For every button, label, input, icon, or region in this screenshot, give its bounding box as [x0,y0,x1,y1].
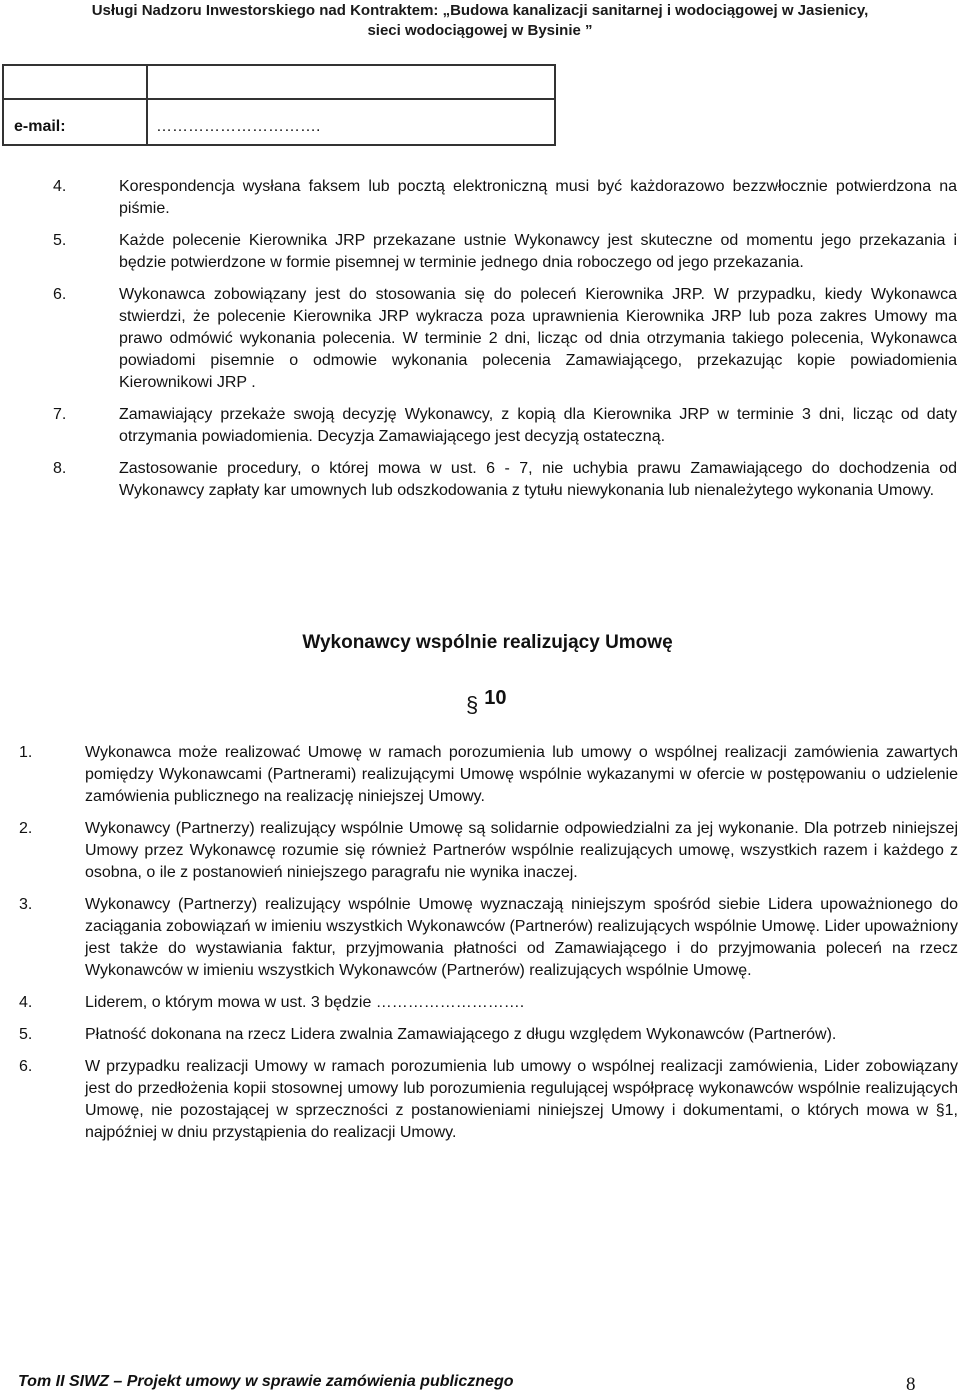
contact-row-blank [3,65,555,99]
section-a-list [53,176,957,502]
item-number: 4. [19,994,33,1011]
list-item [53,458,957,502]
paragraph-symbol: § [466,692,479,717]
list-item [53,230,957,274]
item-number: 5. [53,232,67,249]
item-text: Zamawiający przekaże swoją decyzję Wykonawcy, z kopią dla Kierownika JRP w terminie 3 dni, licząc od daty otrzymania powiadomienia. Decyzja Zamawiającego jest decyzją ostateczną. [119,406,957,445]
list-item [53,404,957,448]
item-text: Zastosowanie procedury, o której mowa w ust. 6 - 7, nie uchybia prawu Zamawiającego do dochodzenia od Wykonawcy zapłaty kar umownych lub odszkodowania z tytułu niewykonania lub nienależytego wykonania Umowy. [119,460,957,499]
item-text: Płatność dokonana na rzecz Lidera zwalnia Zamawiającego z długu względem Wykonawców (Partnerów). [85,1026,837,1043]
item-number: 6. [19,1058,33,1075]
list-item [19,1056,958,1144]
contact-row-email [3,99,555,145]
header-line-1: Usługi Nadzoru Inwestorskiego nad Kontraktem: „Budowa kanalizacji sanitarnej i wodociągowej w Jasienicy, [91,2,869,19]
list-item [19,818,958,884]
item-text: Liderem, o którym mowa w ust. 3 będzie ………………………. [85,994,525,1011]
contact-blank-value-cell [147,65,555,99]
item-number: 3. [19,896,33,913]
item-text: W przypadku realizacji Umowy w ramach porozumienia lub umowy o wspólnej realizacji zamówienia, Lider zobowiązany jest do przedłożenia kopii stosownej umowy lub porozumienia regulującej współpracę wykonawców wspólnie realizujących Umowę, nie pozostającej w sprzeczności z postanowieniami niniejszej Umowy i dokumentami, o których mowa w §1, najpóźniej w dniu przystąpienia do realizacji Umowy. [85,1058,958,1141]
list-item [19,1024,958,1046]
list-item [53,284,957,394]
contact-table [2,64,556,146]
item-text: Wykonawcy (Partnerzy) realizujący wspólnie Umowę wyznaczają niniejszym spośród siebie Lidera upoważnionego do zaciągania zobowiązań w imieniu wszystkich Wykonawców (Partnerów) realizujących wspólnie Umowę. Lider upoważniony jest także do wystawiania faktur, przyjmowania płatności od Zamawiającego i do przyjmowania poleceń na rzecz Wykonawców w imieniu wszystkich Wykonawców (Partnerów) realizujących wspólnie Umowę. [85,896,958,979]
list-item [19,894,958,982]
item-text: Każde polecenie Kierownika JRP przekazane ustnie Wykonawcy jest skuteczne od momentu jego przekazania i będzie potwierdzone w formie pisemnej w terminie jednego dnia roboczego od jego przekazania. [119,232,957,271]
email-label: e-mail: [3,99,147,145]
item-text: Wykonawcy (Partnerzy) realizujący wspólnie Umowę są solidarnie odpowiedzialni za jej wykonanie. Dla potrzeb niniejszej Umowy przez Wykonawcę rozumie się również Partnerów wspólnie realizujących umowę, wszystkich razem i każdego z osobna, o ile z postanowień niniejszego paragrafu nie wynika inaczej. [85,820,958,881]
list-item [19,992,958,1014]
item-text: Wykonawca może realizować Umowę w ramach porozumienia lub umowy o wspólnej realizacji zamówienia zawartych pomiędzy Wykonawcami (Partnerami) realizującymi Umowę wspólnie wykazanymi w ofercie w postępowaniu o udzielenie zamówienia publicznego na realizację niniejszej Umowy. [85,744,958,805]
footer-text: Tom II SIWZ – Projekt umowy w sprawie zamówienia publicznego [18,1373,514,1390]
item-number: 1. [19,744,33,761]
item-number: 6. [53,286,67,303]
item-number: 2. [19,820,33,837]
section-b-list [19,742,958,1144]
document-header [0,1,960,41]
item-text: Wykonawca zobowiązany jest do stosowania się do poleceń Kierownika JRP. W przypadku, kiedy Wykonawca stwierdzi, że polecenie Kierownika JRP wykracza poza uprawnienia Kierownika JRP lub poza zakres Umowy ma prawo odmówić wykonania polecenia. W terminie 2 dni, licząc od dnia otrzymania takiego polecenia, Wykonawca powiadomi pisemnie o odmowie wykonania polecenia Zamawiającego, przekazując kopie powiadomienia Kierownikowi JRP . [119,286,957,391]
item-number: 5. [19,1026,33,1043]
paragraph-number: 10 [484,687,507,709]
header-line-2: sieci wodociągowej w Bysinie ” [367,22,593,39]
contact-blank-label-cell [3,65,147,99]
list-item [53,176,957,220]
page-number: 8 [906,1374,916,1395]
list-item [19,742,958,808]
email-value: …………………………. [147,99,555,145]
item-number: 4. [53,178,67,195]
item-number: 7. [53,406,67,423]
paragraph-heading [466,684,507,717]
item-text: Korespondencja wysłana faksem lub pocztą elektroniczną musi być każdorazowo bezzwłocznie potwierdzona na piśmie. [119,178,957,217]
item-number: 8. [53,460,67,477]
section-title: Wykonawcy wspólnie realizujący Umowę [302,632,673,653]
